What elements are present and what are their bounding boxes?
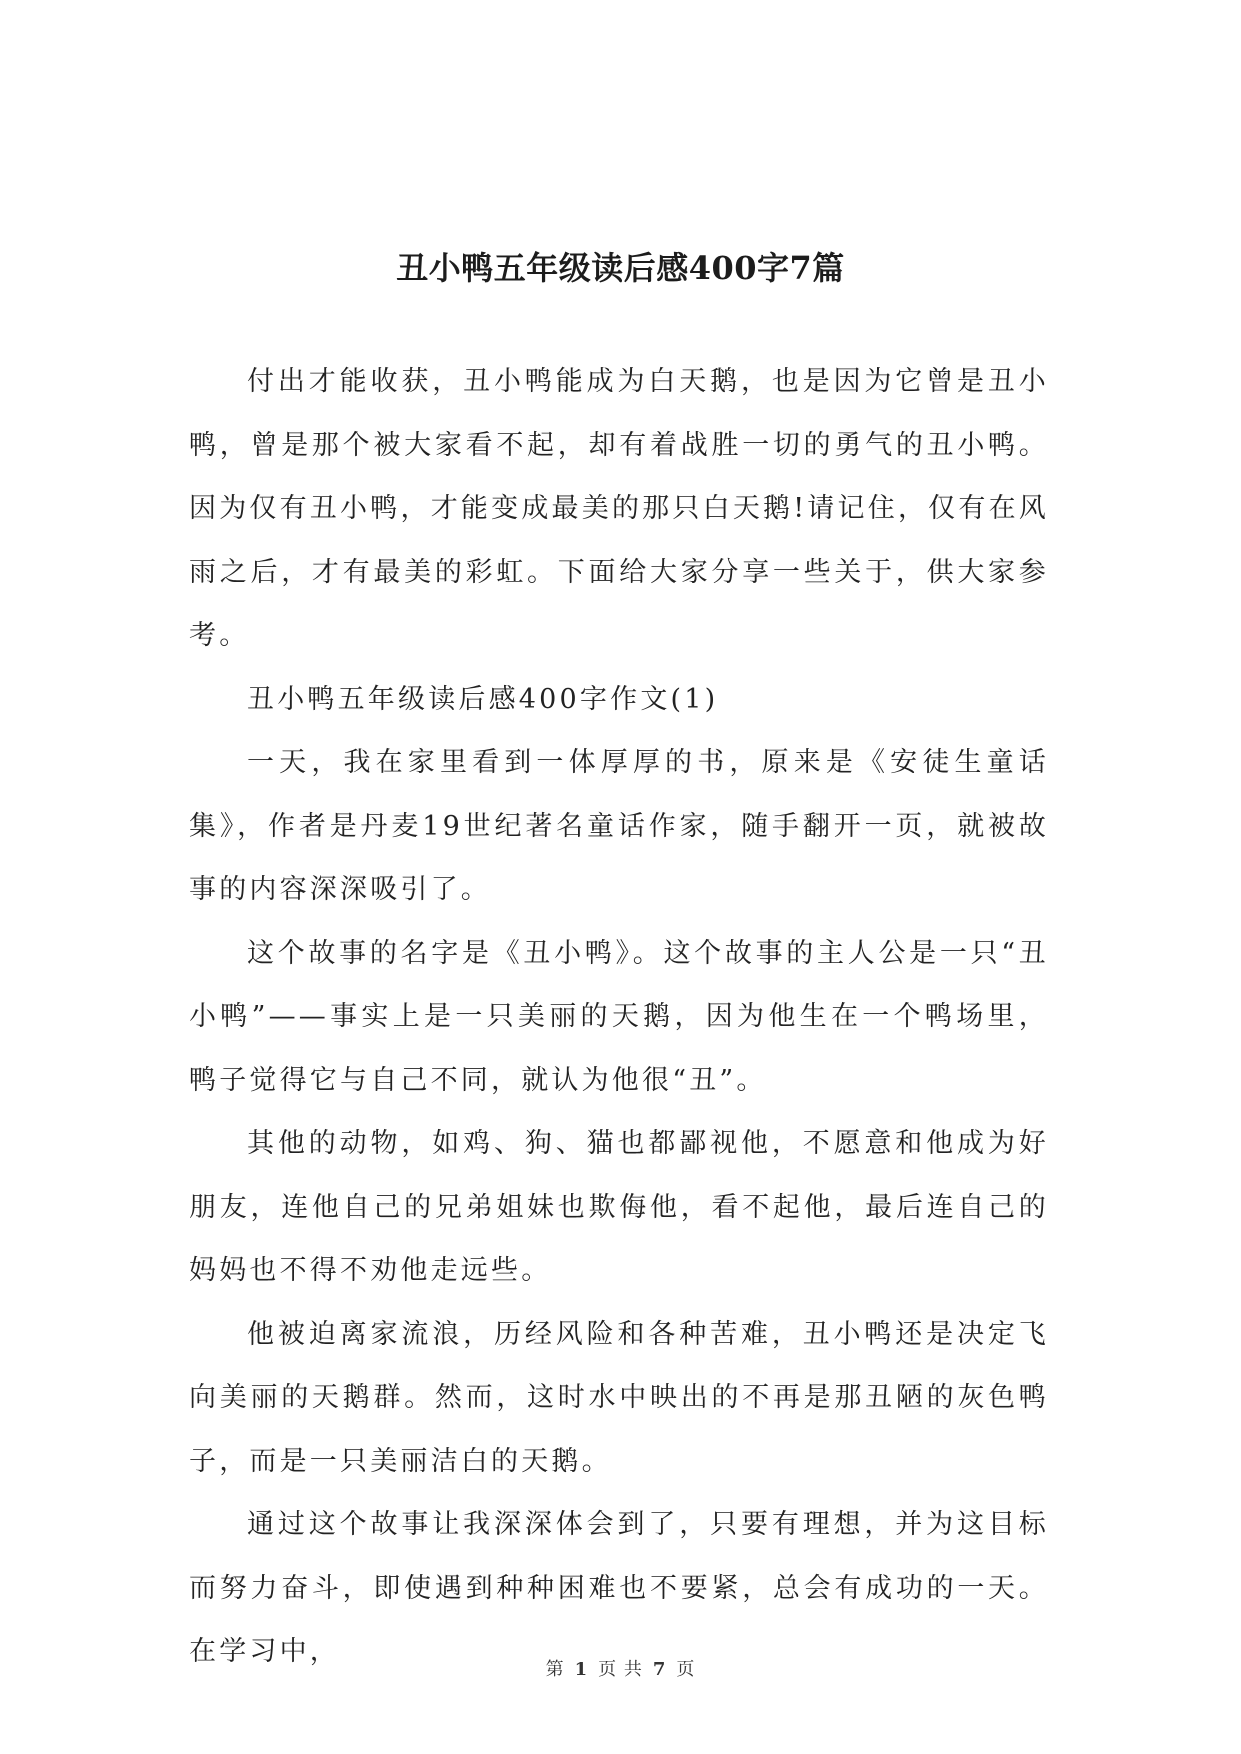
footer-total-pages: 7 xyxy=(652,1659,667,1680)
section-heading: 丑小鸭五年级读后感400字作文(1) xyxy=(247,683,719,715)
footer-suffix: 页 xyxy=(676,1659,696,1680)
paragraph: 一天，我在家里看到一体厚厚的书，原来是《安徒生童话集》，作者是丹麦19世纪著名童话作家，随手翻开一页，就被故事的内容深深吸引了。 xyxy=(189,747,1049,905)
paragraph: 这个故事的名字是《丑小鸭》。这个故事的主人公是一只“丑小鸭”——事实上是一只美丽的天鹅，因为他生在一个鸭场里，鸭子觉得它与自己不同，就认为他很“丑”。 xyxy=(189,937,1049,1096)
paragraph: 其他的动物，如鸡、狗、猫也都鄙视他，不愿意和他成为好朋友，连他自己的兄弟姐妹也欺侮他，看不起他，最后连自己的妈妈也不得不劝他走远些。 xyxy=(189,1128,1049,1286)
document-title: 丑小鸭五年级读后感400字7篇 xyxy=(396,249,845,288)
footer-prefix: 第 xyxy=(545,1659,565,1680)
paragraph-intro: 付出才能收获，丑小鸭能成为白天鹅，也是因为它曾是丑小鸭，曾是那个被大家看不起，却有着战胜一切的勇气的丑小鸭。因为仅有丑小鸭，才能变成最美的那只白天鹅!请记住，仅有在风雨之后，才有最美的彩虹。下面给大家分享一些关于，供大家参考。 xyxy=(189,366,1049,651)
paragraph: 通过这个故事让我深深体会到了，只要有理想，并为这目标而努力奋斗，即使遇到种种困难也不要紧，总会有成功的一天。在学习中， xyxy=(189,1509,1049,1667)
footer-middle: 页 共 xyxy=(598,1659,643,1680)
paragraph: 他被迫离家流浪，历经风险和各种苦难，丑小鸭还是决定飞向美丽的天鹅群。然而，这时水中映出的不再是那丑陋的灰色鸭子，而是一只美丽洁白的天鹅。 xyxy=(189,1318,1049,1477)
footer-page-number: 1 xyxy=(574,1659,589,1680)
page-footer xyxy=(0,1655,1241,1685)
document-body xyxy=(189,350,1049,1684)
